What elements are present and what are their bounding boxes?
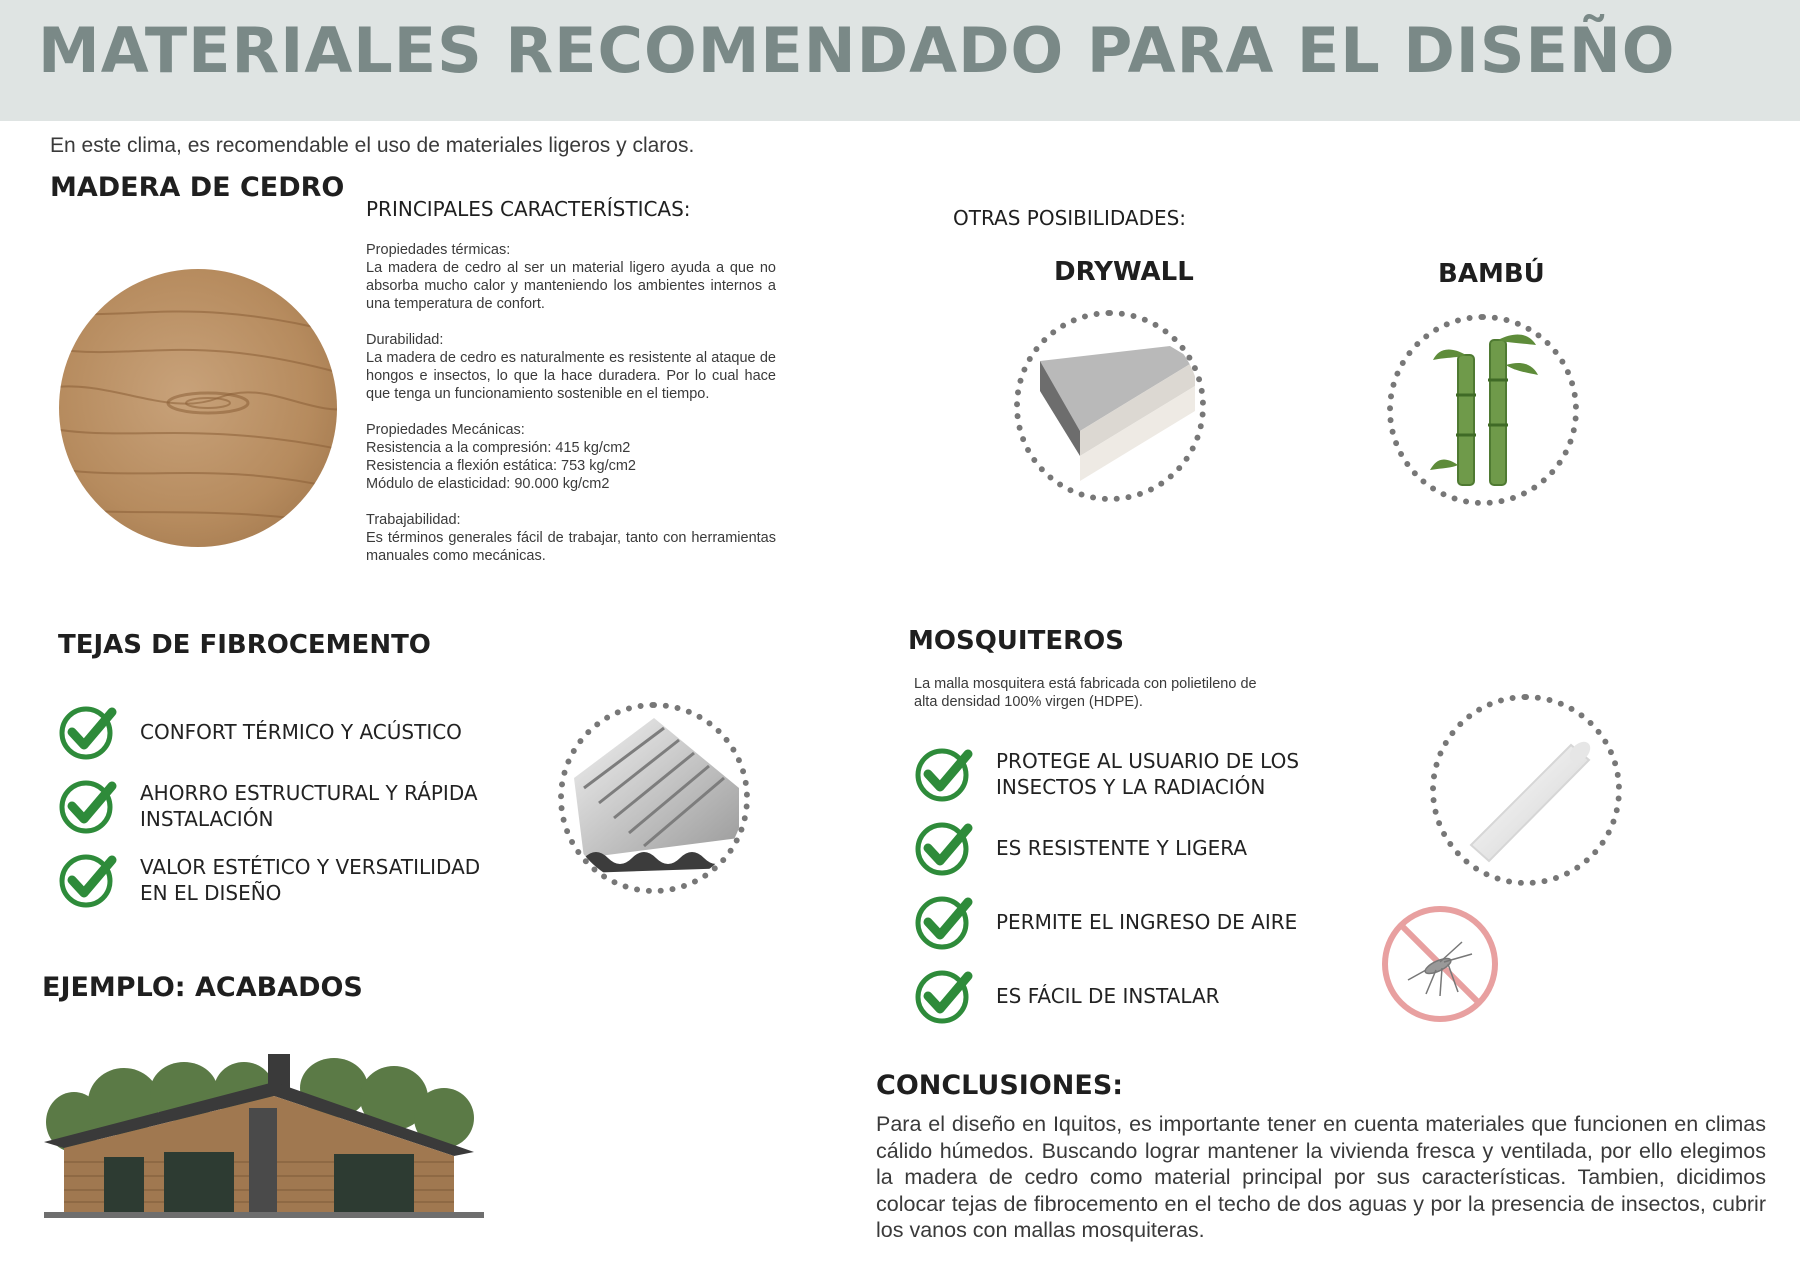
features-title: PRINCIPALES CARACTERÍSTICAS: — [366, 197, 691, 221]
check-icon — [58, 852, 118, 908]
drywall-title: DRYWALL — [1054, 257, 1194, 287]
mosquito-title: MOSQUITEROS — [908, 626, 1124, 656]
list-item — [58, 702, 528, 762]
mesh-roll-image — [1430, 694, 1622, 886]
check-icon — [914, 968, 974, 1024]
list-item — [914, 892, 1354, 952]
page-title: MATERIALES RECOMENDADO PARA EL DISEÑO — [38, 14, 1676, 87]
workability-text: Es términos generales fácil de trabajar, tanto con herramientas manuales como mecánicas. — [366, 530, 776, 564]
list-item-label: CONFORT TÉRMICO Y ACÚSTICO — [140, 720, 462, 744]
no-mosquito-icon — [1380, 904, 1500, 1024]
list-item — [914, 744, 1354, 804]
tiles-benefits-list — [58, 702, 528, 910]
check-icon — [58, 704, 118, 760]
workability-title: Trabajabilidad: — [366, 512, 461, 528]
list-item — [58, 850, 528, 910]
intro-text: En este clima, es recomendable el uso de materiales ligeros y claros. — [50, 134, 695, 157]
check-icon — [914, 746, 974, 802]
drywall-image — [1014, 310, 1206, 502]
mechanical-line: Módulo de elasticidad: 90.000 kg/cm2 — [366, 476, 610, 492]
durability-text: La madera de cedro es naturalmente es resistente al ataque de hongos e insectos, lo que la hace duradera. Por lo cual hace que tenga un funcionamiento sostenible en el tiempo. — [366, 350, 776, 402]
fibrocement-tile-image — [558, 702, 750, 894]
list-item — [914, 818, 1354, 878]
list-item-label: AHORRO ESTRUCTURAL Y RÁPIDA INSTALACIÓN — [140, 781, 478, 831]
check-icon — [58, 778, 118, 834]
mechanical-title: Propiedades Mecánicas: — [366, 422, 525, 438]
thermal-text: La madera de cedro al ser un material ligero ayuda a que no absorba mucho calor y manteniendo los ambientes internos a una temperatura de confort. — [366, 260, 776, 312]
title-banner — [0, 0, 1800, 121]
list-item-label: VALOR ESTÉTICO Y VERSATILIDAD EN EL DISEÑO — [140, 855, 481, 905]
list-item — [58, 776, 528, 836]
conclusions-title: CONCLUSIONES: — [876, 1070, 1124, 1101]
list-item-label: ES RESISTENTE Y LIGERA — [996, 836, 1248, 860]
other-options-title: OTRAS POSIBILIDADES: — [953, 206, 1187, 230]
cedar-title: MADERA DE CEDRO — [50, 172, 345, 203]
example-title: EJEMPLO: ACABADOS — [42, 972, 363, 1003]
bamboo-image — [1387, 314, 1579, 506]
check-icon — [914, 820, 974, 876]
check-icon — [914, 894, 974, 950]
bamboo-title: BAMBÚ — [1438, 259, 1545, 289]
conclusions-text: Para el diseño en Iquitos, es importante tener en cuenta materiales que funcionen en climas cálido húmedos. Buscando lograr mantener la vivienda fresca y ventilada, por ello elegimos la madera de cedro como material principal por sus características. Tambien, dicidimos colocar tejas de fibrocemento en el techo de dos aguas y por la presencia de insectos, cubrir los vanos con mallas mosquiteras. — [876, 1112, 1766, 1242]
tiles-title: TEJAS DE FIBROCEMENTO — [58, 630, 431, 660]
durability-title: Durabilidad: — [366, 332, 444, 348]
list-item — [914, 966, 1354, 1026]
mechanical-line: Resistencia a flexión estática: 753 kg/cm2 — [366, 458, 636, 474]
cedar-wood-image — [58, 268, 338, 548]
list-item-label: PROTEGE AL USUARIO DE LOS INSECTOS Y LA RADIACIÓN — [996, 749, 1300, 799]
mosquito-benefits-list — [914, 744, 1354, 1026]
thermal-title: Propiedades térmicas: — [366, 242, 511, 258]
list-item-label: ES FÁCIL DE INSTALAR — [996, 984, 1220, 1008]
mechanical-line: Resistencia a la compresión: 415 kg/cm2 — [366, 440, 631, 456]
list-item-label: PERMITE EL INGRESO DE AIRE — [996, 910, 1298, 934]
house-example-image — [44, 1052, 484, 1222]
mosquito-description: La malla mosquitera está fabricada con polietileno de alta densidad 100% virgen (HDPE). — [914, 676, 1257, 710]
